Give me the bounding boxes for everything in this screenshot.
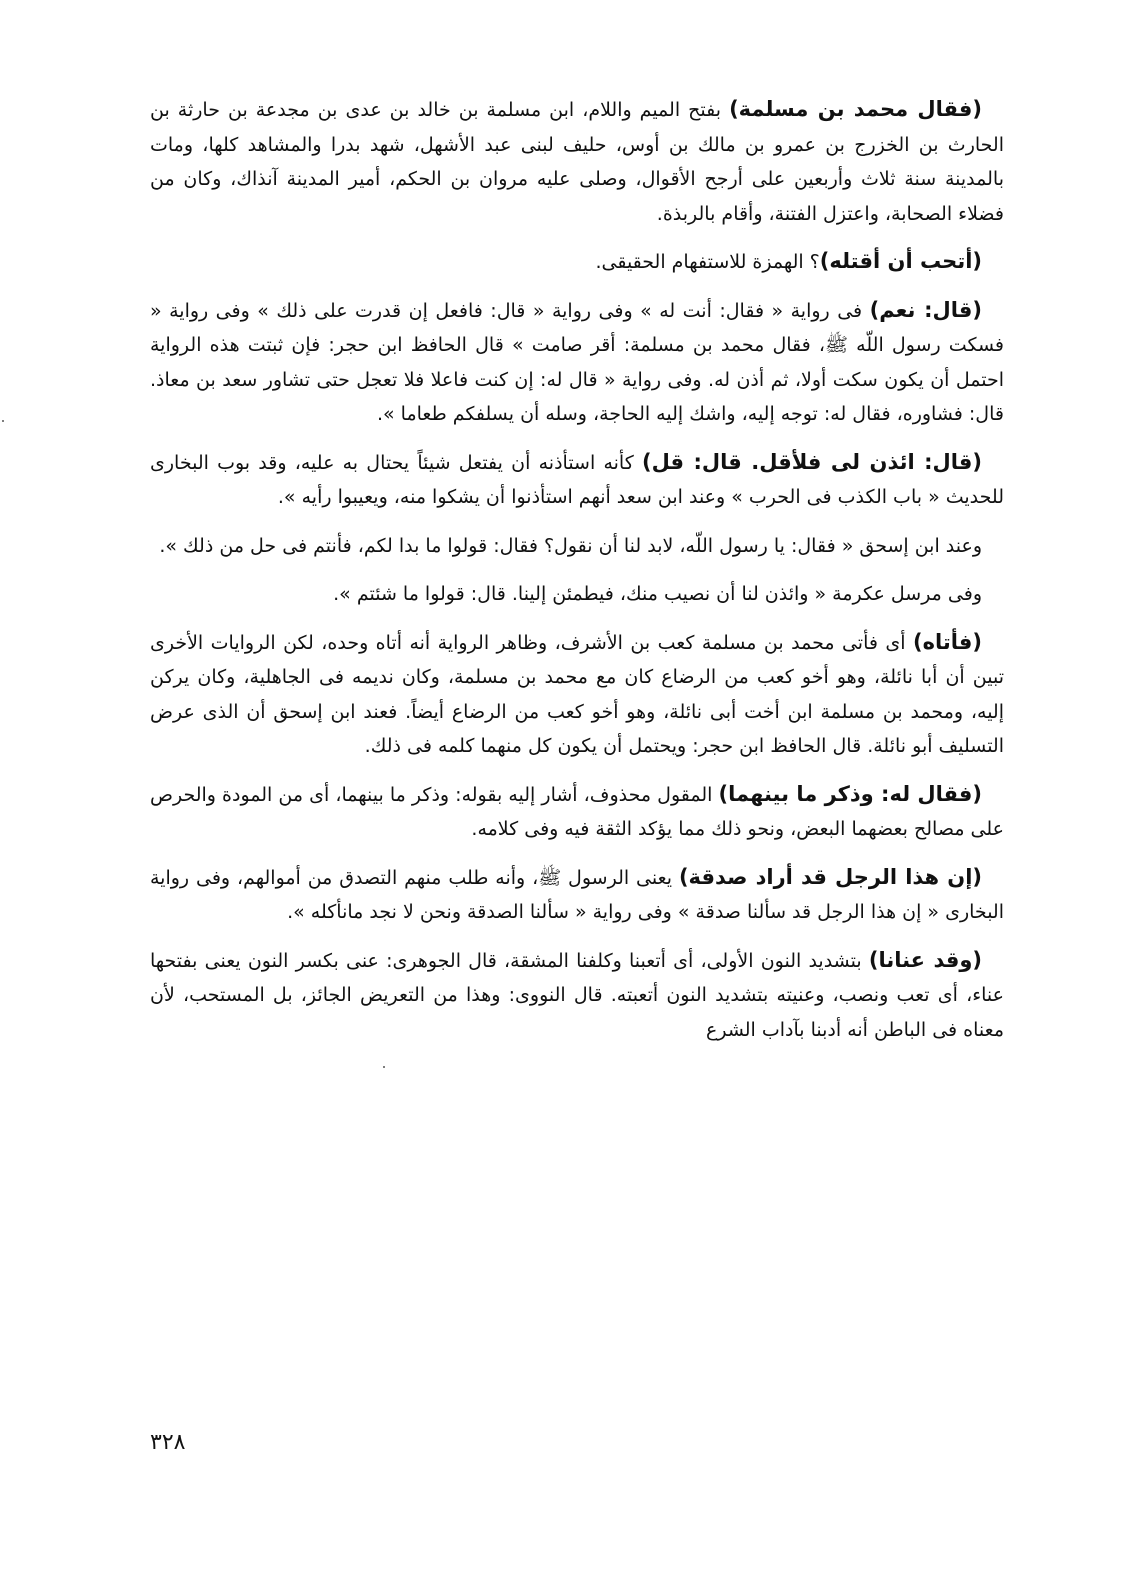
page-body	[150, 92, 1004, 1060]
paragraph-6	[150, 576, 1004, 612]
paragraph-6-text: وفى مرسل عكرمة « وائذن لنا أن نصيب منك، فيطمئن إلينا. قال: قولوا ما شئتم ».	[333, 583, 982, 605]
paragraph-5-text: وعند ابن إسحق « فقال: يا رسول اللّه، لابد لنا أن نقول؟ فقال: قولوا ما بدا لكم، فأنتم فى حل من ذلك ».	[159, 534, 982, 557]
paragraph-1-text: بفتح الميم واللام، ابن مسلمة بن خالد بن عدى بن مجدعة بن حارثة بن الحارث بن الخزرج بن عمرو بن مالك بن أوس، حليف لبنى عبد الأشهل، شهد بدرا والمشاهد كلها، ومات بالمدينة سنة ثلاث وأربعين على أرجح الأقوال، وصلى عليه مروان بن الحكم، أمير المدينة آنذاك، وكان من فضلاء الصحابة، واعتزل الفتنة، وأقام بالربذة.	[150, 99, 1004, 225]
paragraph-9-heading: (إن هذا الرجل قد أراد صدقة)	[678, 864, 982, 889]
paragraph-4	[150, 445, 1004, 515]
paragraph-4-heading: (قال: ائذن لى فلأقل. قال: قل)	[641, 449, 982, 474]
paragraph-4-text: كأنه استأذنه أن يفتعل شيئاً يحتال به عليه، وقد بوب البخارى للحديث « باب الكذب فى الحرب » وعند ابن سعد أنهم استأذنوا أن يشكوا منه، ويعيبوا رأيه ».	[150, 451, 1004, 508]
paragraph-5	[150, 528, 1004, 564]
paragraph-3-text: فى رواية « فقال: أنت له » وفى رواية « قال: فافعل إن قدرت على ذلك » وفى رواية « فسكت رسول اللّه ﷺ، فقال محمد بن مسلمة: أقر صامت » قال الحافظ ابن حجر: فإن ثبتت هذه الرواية احتمل أن يكون سكت أولا، ثم أذن له. وفى رواية « قال له: إن كنت فاعلا فلا تعجل حتى تشاور سعد بن معاذ. قال: فشاوره، فقال له: توجه إليه، واشك إليه الحاجة، وسله أن يسلفكم طعاما ».	[150, 299, 1004, 425]
paragraph-9-text: يعنى الرسول ﷺ، وأنه طلب منهم التصدق من أموالهم، وفى رواية البخارى « إن هذا الرجل قد سألنا صدقة » وفى رواية « سألنا الصدقة ونحن لا نجد مانأكله ».	[150, 866, 1004, 923]
paragraph-3-heading: (قال: نعم)	[869, 297, 982, 322]
paragraph-8-text: المقول محذوف، أشار إليه بقوله: وذكر ما بينهما، أى من المودة والحرص على مصالح بعضهما البعض، ونحو ذلك مما يؤكد الثقة فيه وفى كلامه.	[150, 783, 1004, 840]
paragraph-1-heading: (فقال محمد بن مسلمة)	[729, 97, 982, 121]
scan-speck	[383, 1066, 385, 1068]
paragraph-2	[150, 244, 1004, 280]
paragraph-10-heading: (وقد عنانا)	[868, 947, 982, 972]
paragraph-8-heading: (فقال له: وذكر ما بينهما)	[718, 781, 983, 806]
paragraph-7-text: أى فأتى محمد بن مسلمة كعب بن الأشرف، وظاهر الرواية أنه أتاه وحده، لكن الروايات الأخرى تبين أن أبا نائلة، وهو أخو كعب من الرضاع كان مع محمد بن مسلمة، وكان نديمه فى الجاهلية، وكان يركن إليه، ومحمد بن مسلمة ابن أخت أبى نائلة، وهو أخو كعب من الرضاع أيضاً. فعند ابن إسحق أن الذى عرض التسليف أبو نائلة. قال الحافظ ابن حجر: ويحتمل أن يكون كل منهما كلمه فى ذلك.	[150, 631, 1004, 757]
paragraph-7-heading: (فأتاه)	[913, 629, 982, 654]
paragraph-10	[150, 943, 1004, 1048]
paragraph-2-text: ؟ الهمزة للاستفهام الحقيقى.	[595, 251, 820, 273]
paragraph-2-heading: (أتحب أن أقتله)	[819, 249, 982, 273]
paragraph-7	[150, 625, 1004, 764]
paragraph-10-text: بتشديد النون الأولى، أى أتعبنا وكلفنا المشقة، قال الجوهرى: عنى بكسر النون يعنى بفتحها عناء، أى تعب ونصب، وعنيته بتشديد النون أتعبته. قال النووى: وهذا من التعريض الجائز، بل المستحب، لأن معناه فى الباطن أنه أدبنا بآداب الشرع	[150, 949, 1004, 1041]
paragraph-1	[150, 92, 1004, 231]
paragraph-9	[150, 860, 1004, 930]
scan-speck-edge	[2, 420, 4, 422]
paragraph-3	[150, 293, 1004, 432]
page-number: ٣٢٨	[150, 1430, 186, 1455]
paragraph-8	[150, 777, 1004, 847]
